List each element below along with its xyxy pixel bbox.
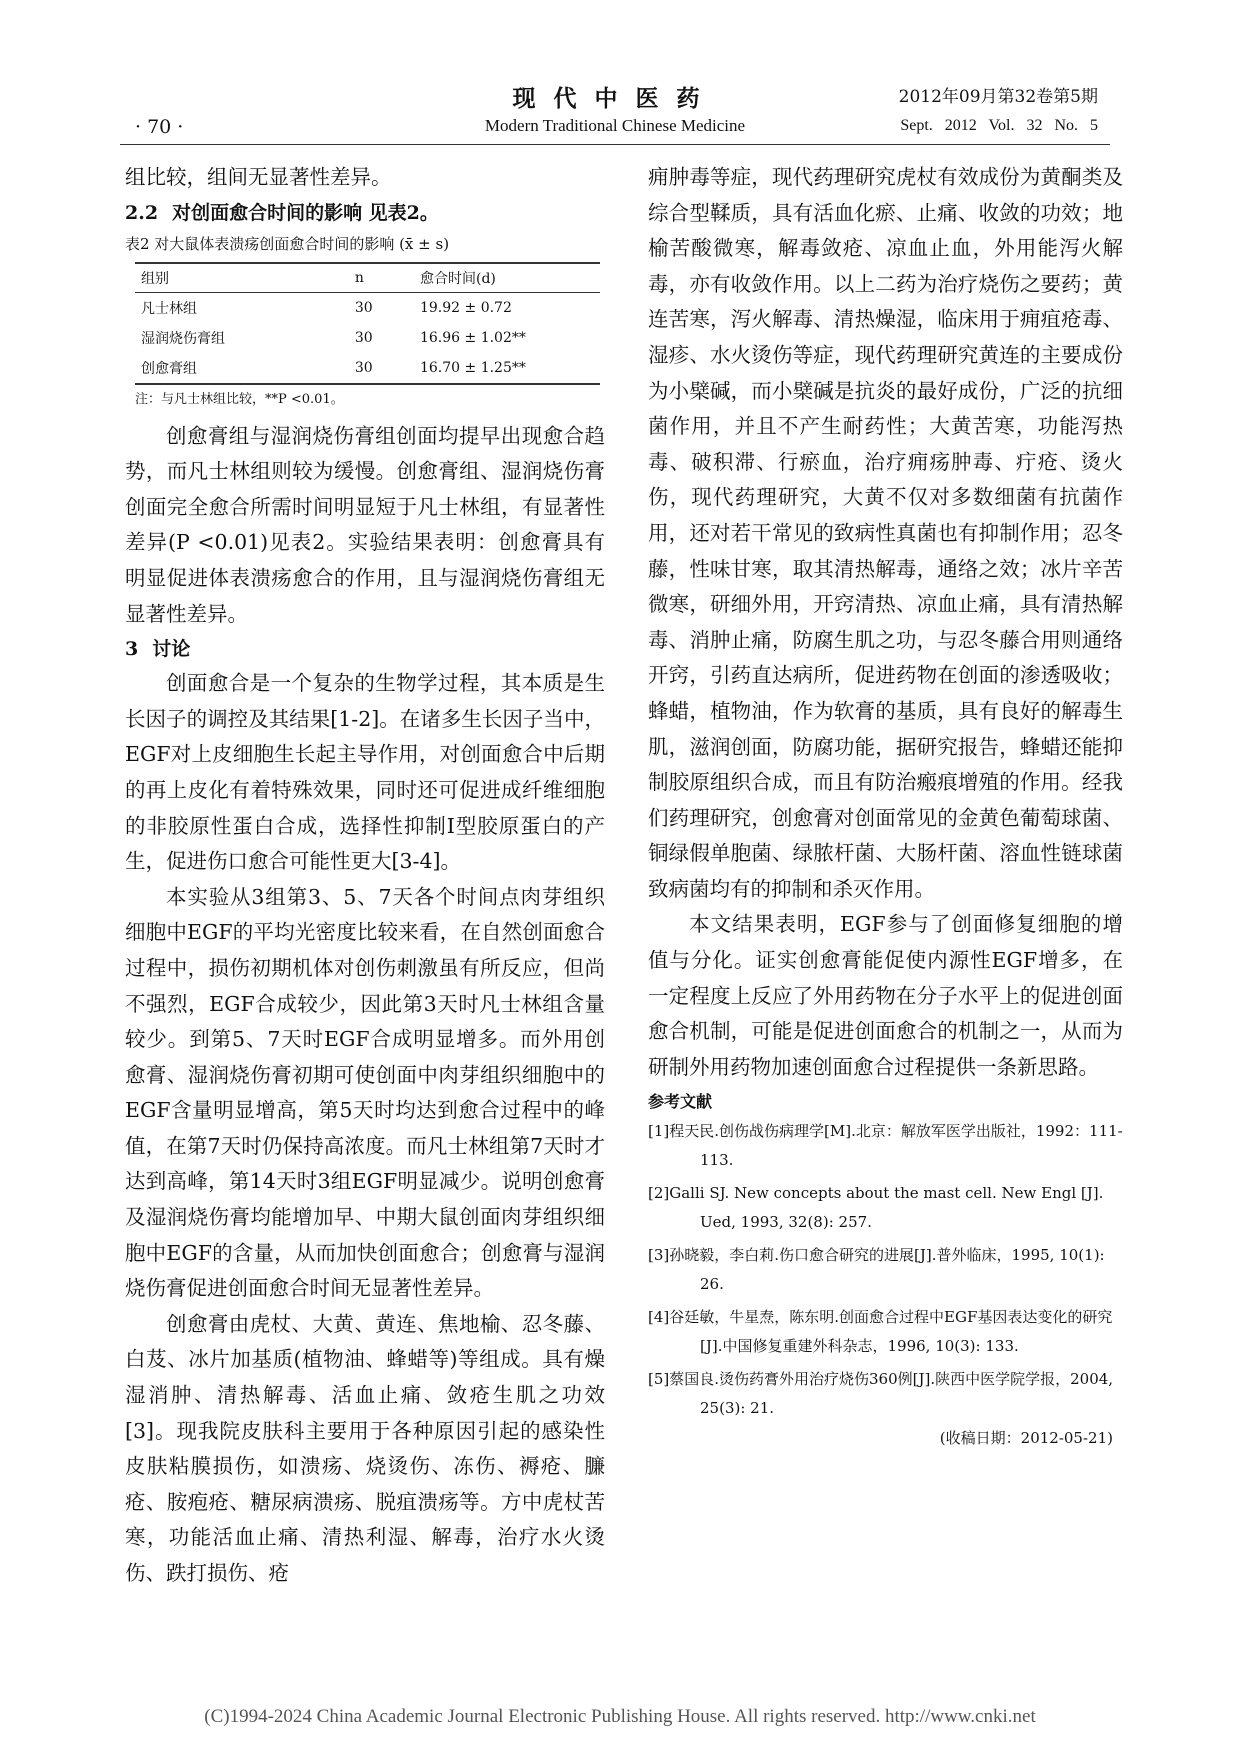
table-row (135, 323, 600, 353)
section-title: 对创面愈合时间的影响 见表2。 (172, 201, 439, 224)
reference-item: [1]程天民.创伤战伤病理学[M].北京：解放军医学出版社，1992：111-113. (648, 1122, 1123, 1170)
paragraph: 本文结果表明，EGF参与了创面修复细胞的增值与分化。证实创愈膏能促使内源性EGF增多，在一定程度上反应了外用药物在分子水平上的促进创面愈合机制，可能是促进创面愈合的机制之一，从而为研制外用药物加速创面愈合过程提供一条新思路。 (648, 912, 1123, 1079)
section-title: 讨论 (152, 638, 191, 661)
paragraph: 创愈膏由虎杖、大黄、黄连、焦地榆、忍冬藤、白芨、冰片加基质(植物油、蜂蜡等)等组成。具有燥湿消肿、清热解毒、活血止痛、敛疮生肌之功效[3]。现我院皮肤科主要用于各种原因引起的感染性皮肤粘膜损伤，如溃疡、烧烫伤、冻伤、褥疮、臁疮、胺疱疮、糖尿病溃疡、脱疽溃疡等。方中虎杖苦寒，功能活血止痛、清热利湿、解毒，治疗水火烫伤、跌打损伤、疮 (125, 1311, 605, 1585)
table-header-cell: 组别 (135, 263, 349, 293)
paragraph: 创面愈合是一个复杂的生物学过程，其本质是生长因子的调控及其结果[1-2]。在诸多生长因子当中，EGF对上皮细胞生长起主导作用，对创面愈合中后期的再上皮化有着特殊效果，同时还可促进成纤维细胞的非胶原性蛋白合成，选择性抑制Ⅰ型胶原蛋白的产生，促进伤口愈合可能性更大[3-4]。 (125, 671, 605, 874)
reference-item: [2]Galli SJ. New concepts about the mast cell. New Engl [J]. Ued, 1993, 32(8): 257. (648, 1184, 1104, 1232)
table-cell: 16.70 ± 1.25** (414, 353, 600, 384)
paragraph: 痈肿毒等症，现代药理研究虎杖有效成份为黄酮类及综合型鞣质，具有活血化瘀、止痛、收敛的功效；地榆苦酸微寒，解毒敛疮、凉血止血，外用能泻火解毒，亦有收敛作用。以上二药为治疗烧伤之要药；黄连苦寒，泻火解毒、清热燥湿，临床用于痈疽疮毒、湿疹、水火烫伤等症，现代药理研究黄连的主要成份为小檗碱，而小檗碱是抗炎的最好成份，广泛的抗细菌作用，并且不产生耐药性；大黄苦寒，功能泻热毒、破积滞、行瘀血，治疗痈疡肿毒、疔疮、烫火伤，现代药理研究，大黄不仅对多数细菌有抗菌作用，还对若干常见的致病性真菌也有抑制作用；忍冬藤，性味甘寒，取其清热解毒，通络之效；冰片辛苦微寒，研细外用，开窍清热、凉血止痛，具有清热解毒、消肿止痛，防腐生肌之功，与忍冬藤合用则通络开窍，引药直达病所，促进药物在创面的渗透吸收；蜂蜡，植物油，作为软膏的基质，具有良好的解毒生肌，滋润创面，防腐功能，据研究报告，蜂蜡还能抑制胶原组织合成，而且有防治瘢痕增殖的作用。经我们药理研究，创愈膏对创面常见的金黄色葡萄球菌、铜绿假单胞菌、绿脓杆菌、大肠杆菌、溶血性链球菌致病菌均有的抑制和杀灭作用。 (648, 165, 1123, 901)
journal-title-cn: 现代中医药 (512, 85, 718, 112)
table-cell: 湿润烧伤膏组 (141, 330, 225, 347)
page-header (120, 78, 1110, 144)
table-row (135, 292, 600, 323)
journal-title-en: Modern Traditional Chinese Medicine (484, 116, 746, 135)
table-note: 注：与凡士林组比较，**P <0.01。 (135, 391, 344, 407)
paragraph: 组比较，组间无显著性差异。 (125, 165, 392, 189)
section-heading-2-2 (125, 196, 605, 230)
table-header-cell: n (349, 263, 414, 293)
table-cell: 30 (354, 299, 373, 316)
reference-item: [4]谷廷敏，牛星焘，陈东明.创面愈合过程中EGF基因表达变化的研究[J].中国修复重建外科杂志，1996, 10(3): 133. (648, 1308, 1113, 1356)
table-cell: 16.96 ± 1.02** (419, 329, 526, 346)
table-cell: 19.92 ± 0.72 (419, 299, 512, 316)
table-cell: 凡士林组 (141, 300, 197, 317)
table-cell: 30 (354, 329, 373, 346)
issue-date-cn: 2012年09月第32卷第5期 (898, 87, 1098, 107)
table-cell: 30 (349, 353, 414, 384)
left-column (125, 160, 605, 1592)
table-row (135, 353, 600, 384)
references-heading: 参考文献 (648, 1092, 713, 1112)
page-number: · 70 · (135, 116, 184, 138)
received-date: (收稿日期：2012-05-21) (939, 1429, 1113, 1448)
section-number: 2.2 (125, 201, 159, 224)
table-header-row (135, 263, 600, 293)
reference-item: [5]蔡国良.烫伤药膏外用治疗烧伤360例[J].陕西中医学院学报，2004, 25(3): 21. (648, 1370, 1114, 1418)
reference-item: [3]孙晓毅，李白莉.伤口愈合研究的进展[J].普外临床，1995, 10(1): 26. (648, 1246, 1105, 1294)
paragraph: 本实验从3组第3、5、7天各个时间点肉芽组织细胞中EGF的平均光密度比较来看，在自然创面愈合过程中，损伤初期机体对创伤刺激虽有所反应，但尚不强烈，EGF合成较少，因此第3天时凡士林组含量较少。到第5、7天时EGF合成明显增多。而外用创愈膏、湿润烧伤膏初期可使创面中肉芽组织细胞中的EGF含量明显增高，第5天时均达到愈合过程中的峰值，在第7天时仍保持高浓度。而凡士林组第7天时才达到高峰，第14天时3组EGF明显减少。说明创愈膏及湿润烧伤膏均能增加早、中期大鼠创面肉芽组织细胞中EGF的含量，从而加快创面愈合；创愈膏与湿润烧伤膏促进创面愈合时间无显著性差异。 (125, 884, 605, 1301)
section-heading-3 (125, 632, 605, 666)
issue-volume-en: Sept. 2012 Vol. 32 No. 5 (900, 117, 1098, 134)
copyright-footer: (C)1994-2024 China Academic Journal Electronic Publishing House. All rights reserved. http://www.cnki.net (204, 1706, 1036, 1727)
section-number: 3 (125, 638, 139, 661)
right-column (648, 160, 1123, 1448)
table-header-cell: 愈合时间(d) (414, 263, 600, 293)
paragraph: 创愈膏组与湿润烧伤膏组创面均提早出现愈合趋势，而凡士林组则较为缓慢。创愈膏组、湿润烧伤膏创面完全愈合所需时间明显短于凡士林组，有显著性差异(P <0.01)见表2。实验结果表明：创愈膏具有明显促进体表溃疡愈合的作用，且与湿润烧伤膏组无显著性差异。 (125, 423, 605, 626)
table-cell: 创愈膏组 (135, 353, 349, 384)
data-table (135, 262, 600, 385)
table-caption: 表2 对大鼠体表溃疡创面愈合时间的影响 (x̄ ± s) (125, 234, 450, 253)
header-rule (120, 144, 1110, 145)
